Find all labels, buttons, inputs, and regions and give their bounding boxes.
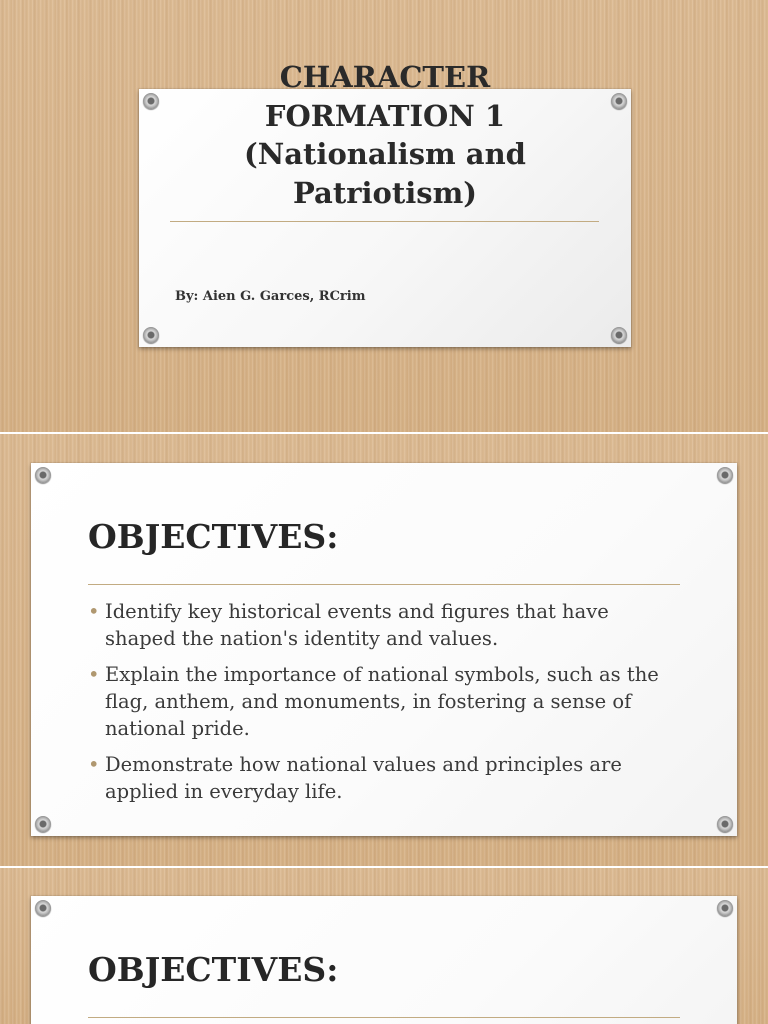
grommet-bottom-left-icon: [35, 816, 51, 832]
objectives-card: [31, 896, 737, 1024]
bullet-text: Explain the importance of national symbols, such as the flag, anthem, and monuments, in fostering a sense of national pride.: [105, 663, 659, 740]
bullet-icon: •: [88, 600, 100, 623]
grommet-bottom-right-icon: [611, 327, 627, 343]
grommet-bottom-right-icon: [717, 816, 733, 832]
grommet-top-right-icon: [717, 467, 733, 483]
objectives-card: [31, 463, 737, 836]
presentation-title: [139, 58, 631, 212]
grommet-top-left-icon: [35, 467, 51, 483]
grommet-bottom-left-icon: [143, 327, 159, 343]
title-line: (Nationalism and: [244, 137, 526, 171]
list-item: [88, 598, 678, 652]
title-line: CHARACTER: [279, 60, 491, 94]
bullet-icon: •: [88, 753, 100, 776]
grommet-top-right-icon: [717, 900, 733, 916]
bullet-text: Identify key historical events and figures that have shaped the nation's identity and values.: [105, 600, 609, 650]
title-line: FORMATION 1: [264, 98, 506, 133]
objectives-heading: OBJECTIVES:: [88, 517, 339, 556]
author-byline: By: Aien G. Garces, RCrim: [175, 289, 366, 304]
objectives-list: [88, 598, 678, 814]
objectives-slide: [0, 434, 768, 866]
title-line: Patriotism): [293, 175, 477, 210]
title-slide: [0, 0, 768, 432]
heading-divider: [88, 1017, 680, 1018]
bullet-icon: •: [88, 663, 100, 686]
list-item: [88, 751, 678, 805]
heading-divider: [88, 584, 680, 585]
bullet-text: Demonstrate how national values and principles are applied in everyday life.: [105, 753, 622, 803]
list-item: [88, 661, 678, 742]
objectives-slide-continued: [0, 868, 768, 1024]
objectives-heading: OBJECTIVES:: [88, 950, 339, 989]
grommet-top-left-icon: [35, 900, 51, 916]
title-divider: [170, 221, 599, 222]
